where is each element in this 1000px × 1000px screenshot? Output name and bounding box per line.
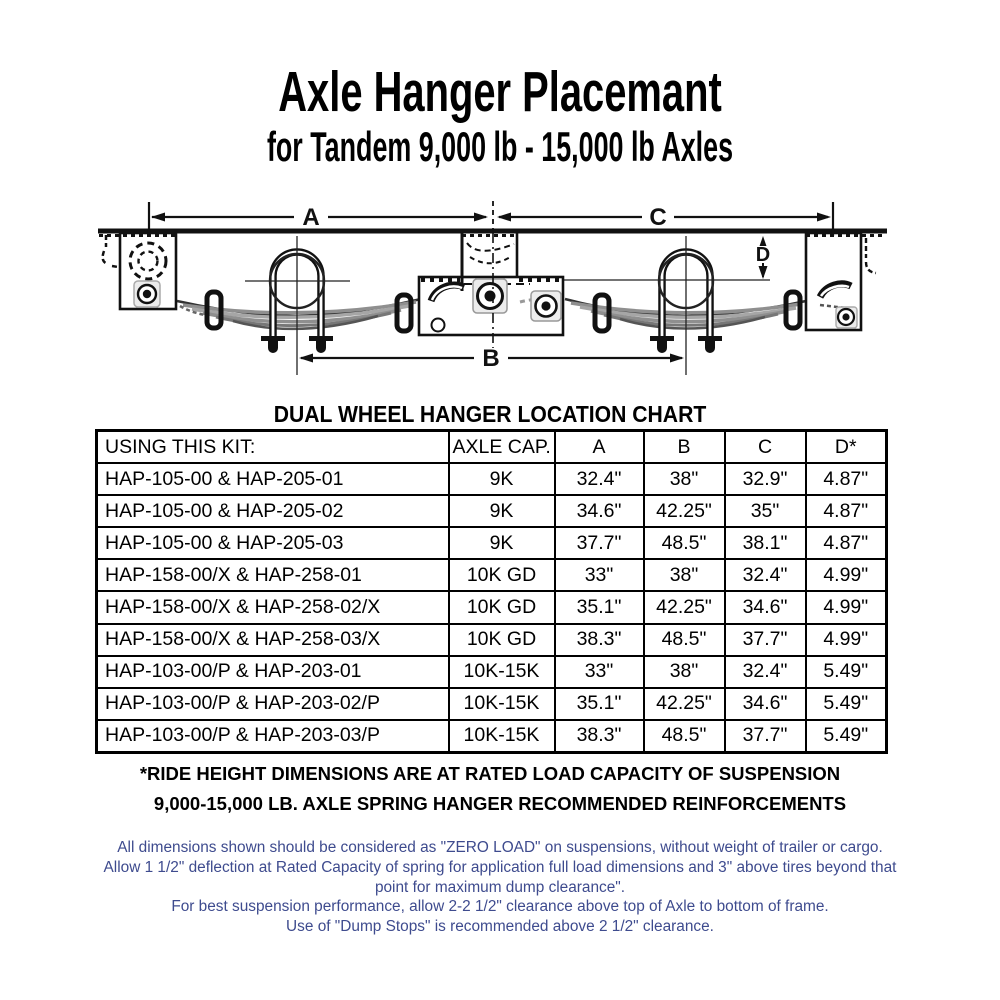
col-header-kit: USING THIS KIT:	[97, 431, 449, 464]
leaf-spring-front	[177, 299, 421, 329]
note-line: For best suspension performance, allow 2-2 1/2" clearance above top of Axle to bottom of frame.	[171, 898, 829, 916]
zero-load-notes	[0, 838, 1000, 937]
dim-d-cell: 5.49"	[806, 720, 887, 753]
front-hanger	[103, 233, 176, 309]
dim-b-cell: 38"	[644, 463, 725, 495]
chart-title: DUAL WHEEL HANGER LOCATION CHART	[273, 401, 707, 427]
dim-c-cell: 32.4"	[725, 559, 806, 591]
u-bolt-front	[245, 236, 350, 375]
col-header-d: D*	[806, 431, 887, 464]
dim-d-cell: 4.87"	[806, 495, 887, 527]
dim-b-cell: 48.5"	[644, 624, 725, 656]
note-line: Use of "Dump Stops" is recommended above 2 1/2" clearance.	[286, 918, 714, 936]
dim-a-cell: 38.3"	[555, 720, 644, 753]
kit-cell: HAP-158-00/X & HAP-258-03/X	[97, 624, 449, 656]
dim-c-cell: 34.6"	[725, 688, 806, 720]
table-header-row	[97, 431, 887, 464]
dimension-a	[149, 201, 493, 233]
dim-c-cell: 37.7"	[725, 624, 806, 656]
dim-c-cell: 32.4"	[725, 656, 806, 688]
dim-b-cell: 38"	[644, 656, 725, 688]
table-row	[97, 720, 887, 753]
page-subtitle: for Tandem 9,000 lb - 15,000 lb Axles	[266, 123, 734, 170]
dim-b-cell: 38"	[644, 559, 725, 591]
col-header-c: C	[725, 431, 806, 464]
axle-cap-cell: 10K GD	[449, 624, 555, 656]
note-line: All dimensions shown should be considered as "ZERO LOAD" on suspensions, without weight of trailer or cargo.	[117, 839, 883, 856]
axle-cap-cell: 9K	[449, 463, 555, 495]
dim-a-cell: 34.6"	[555, 495, 644, 527]
equalizer-assembly	[419, 231, 563, 348]
dim-b-cell: 48.5"	[644, 720, 725, 753]
dim-a-cell: 35.1"	[555, 591, 644, 623]
dim-b-cell: 42.25"	[644, 688, 725, 720]
col-header-a: A	[555, 431, 644, 464]
dim-a-cell: 35.1"	[555, 688, 644, 720]
axle-cap-cell: 10K-15K	[449, 656, 555, 688]
dim-label-a: A	[302, 204, 320, 231]
axle-cap-cell: 10K-15K	[449, 720, 555, 753]
kit-cell: HAP-103-00/P & HAP-203-02/P	[97, 688, 449, 720]
axle-cap-cell: 9K	[449, 495, 555, 527]
dim-b-cell: 42.25"	[644, 591, 725, 623]
dim-d-cell: 5.49"	[806, 656, 887, 688]
table-row	[97, 591, 887, 623]
dimension-d	[754, 236, 772, 279]
dim-d-cell: 4.87"	[806, 527, 887, 559]
page-title: Axle Hanger Placemant	[278, 60, 722, 124]
dim-c-cell: 34.6"	[725, 591, 806, 623]
dim-label-d: D	[755, 244, 771, 266]
dim-b-cell: 48.5"	[644, 527, 725, 559]
table-row	[97, 656, 887, 688]
col-header-axle-cap: AXLE CAP.	[449, 431, 555, 464]
reinforcements-footnote: 9,000-15,000 LB. AXLE SPRING HANGER RECOMMENDED REINFORCEMENTS	[153, 793, 847, 814]
dim-c-cell: 32.9"	[725, 463, 806, 495]
kit-cell: HAP-105-00 & HAP-205-02	[97, 495, 449, 527]
kit-cell: HAP-105-00 & HAP-205-01	[97, 463, 449, 495]
kit-cell: HAP-103-00/P & HAP-203-03/P	[97, 720, 449, 753]
table-row	[97, 463, 887, 495]
dim-label-c: C	[649, 204, 667, 231]
table-row	[97, 527, 887, 559]
dim-d-cell: 4.87"	[806, 463, 887, 495]
hanger-location-table	[95, 429, 888, 754]
dim-a-cell: 38.3"	[555, 624, 644, 656]
kit-cell: HAP-158-00/X & HAP-258-01	[97, 559, 449, 591]
kit-cell: HAP-105-00 & HAP-205-03	[97, 527, 449, 559]
rear-hanger	[806, 233, 876, 330]
kit-cell: HAP-158-00/X & HAP-258-02/X	[97, 591, 449, 623]
table-row	[97, 495, 887, 527]
dim-d-cell: 5.49"	[806, 688, 887, 720]
kit-cell: HAP-103-00/P & HAP-203-01	[97, 656, 449, 688]
axle-cap-cell: 10K GD	[449, 591, 555, 623]
dim-c-cell: 37.7"	[725, 720, 806, 753]
dim-label-b: B	[482, 345, 500, 372]
axle-hanger-diagram	[88, 186, 912, 398]
dim-a-cell: 33"	[555, 559, 644, 591]
axle-cap-cell: 9K	[449, 527, 555, 559]
table-row	[97, 624, 887, 656]
dim-d-cell: 4.99"	[806, 559, 887, 591]
table-row	[97, 688, 887, 720]
dim-a-cell: 33"	[555, 656, 644, 688]
dim-c-cell: 35"	[725, 495, 806, 527]
col-header-b: B	[644, 431, 725, 464]
dim-b-cell: 42.25"	[644, 495, 725, 527]
dim-a-cell: 32.4"	[555, 463, 644, 495]
dim-a-cell: 37.7"	[555, 527, 644, 559]
table-row	[97, 559, 887, 591]
note-line: Allow 1 1/2" deflection at Rated Capacity of spring for application full load dimensions and 3" above tires beyond that	[103, 858, 897, 876]
ride-height-footnote: *RIDE HEIGHT DIMENSIONS ARE AT RATED LOAD CAPACITY OF SUSPENSION	[139, 763, 841, 784]
dim-c-cell: 38.1"	[725, 527, 806, 559]
axle-cap-cell: 10K GD	[449, 559, 555, 591]
dim-d-cell: 4.99"	[806, 624, 887, 656]
dimension-b	[299, 345, 684, 372]
axle-cap-cell: 10K-15K	[449, 688, 555, 720]
dim-d-cell: 4.99"	[806, 591, 887, 623]
note-line: point for maximum dump clearance".	[374, 878, 626, 896]
